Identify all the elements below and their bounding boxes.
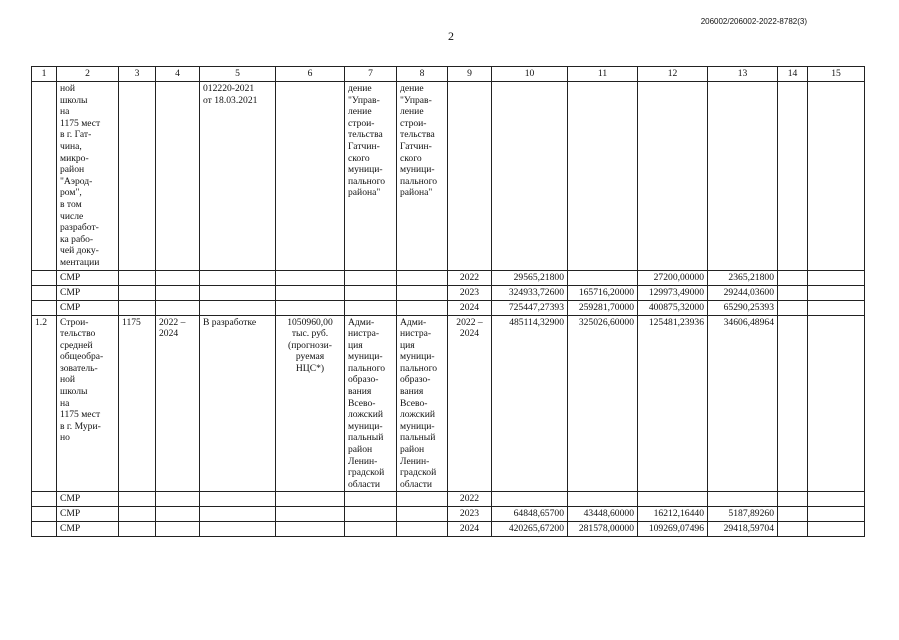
cell-regional: 109269,07496 bbox=[638, 522, 708, 537]
header-cell: 5 bbox=[200, 67, 276, 82]
cell-item-number bbox=[32, 270, 57, 285]
cell-federal: 259281,70000 bbox=[568, 300, 638, 315]
cell-total bbox=[492, 82, 568, 271]
cell-customer: дение "Управ- ление строи- тельства Гатчин- ского муници- пального района" bbox=[345, 82, 397, 271]
cell-regional: 400875,32000 bbox=[638, 300, 708, 315]
cell-col15 bbox=[808, 82, 865, 271]
cell-developer bbox=[397, 507, 448, 522]
cell-design-status bbox=[200, 285, 276, 300]
cell-col14 bbox=[778, 285, 808, 300]
table-row bbox=[32, 270, 865, 285]
cell-year bbox=[448, 82, 492, 271]
header-cell: 9 bbox=[448, 67, 492, 82]
cell-period bbox=[156, 492, 200, 507]
cell-capacity: 1175 bbox=[119, 315, 156, 492]
cell-col14 bbox=[778, 492, 808, 507]
cell-total: 29565,21800 bbox=[492, 270, 568, 285]
cell-total: 324933,72600 bbox=[492, 285, 568, 300]
cell-total: 485114,32900 bbox=[492, 315, 568, 492]
cell-local: 5187,89260 bbox=[708, 507, 778, 522]
cell-period bbox=[156, 82, 200, 271]
cell-design-status bbox=[200, 492, 276, 507]
cell-developer bbox=[397, 270, 448, 285]
table-row bbox=[32, 285, 865, 300]
table-row bbox=[32, 315, 865, 492]
header-cell: 4 bbox=[156, 67, 200, 82]
cell-estimated-cost bbox=[276, 522, 345, 537]
cell-capacity bbox=[119, 270, 156, 285]
cell-regional: 27200,00000 bbox=[638, 270, 708, 285]
cell-customer bbox=[345, 492, 397, 507]
cell-federal bbox=[568, 82, 638, 271]
cell-col15 bbox=[808, 270, 865, 285]
header-cell: 8 bbox=[397, 67, 448, 82]
cell-year: 2024 bbox=[448, 522, 492, 537]
cell-local: 34606,48964 bbox=[708, 315, 778, 492]
cell-design-status: В разработке bbox=[200, 315, 276, 492]
cell-capacity bbox=[119, 82, 156, 271]
header-cell: 6 bbox=[276, 67, 345, 82]
cell-developer bbox=[397, 300, 448, 315]
cell-year: 2022 – 2024 bbox=[448, 315, 492, 492]
cell-year: 2024 bbox=[448, 300, 492, 315]
cell-estimated-cost bbox=[276, 507, 345, 522]
cell-federal: 165716,20000 bbox=[568, 285, 638, 300]
cell-local bbox=[708, 492, 778, 507]
cell-design-status: 012220-2021 от 18.03.2021 bbox=[200, 82, 276, 271]
cell-col14 bbox=[778, 315, 808, 492]
table-row bbox=[32, 82, 865, 271]
table-row bbox=[32, 300, 865, 315]
cell-developer: Адми- нистра- ция муници- пального образо- вания Всево- ложский муници- пальный район Ленин- градской области bbox=[397, 315, 448, 492]
cell-col14 bbox=[778, 82, 808, 271]
cell-regional: 125481,23936 bbox=[638, 315, 708, 492]
cell-capacity bbox=[119, 492, 156, 507]
cell-item-number bbox=[32, 507, 57, 522]
cell-object-name: СМР bbox=[57, 300, 119, 315]
cell-estimated-cost bbox=[276, 82, 345, 271]
cell-col14 bbox=[778, 507, 808, 522]
cell-year: 2023 bbox=[448, 507, 492, 522]
cell-item-number bbox=[32, 300, 57, 315]
cell-developer: дение "Управ- ление строи- тельства Гатчин- ского муници- пального района" bbox=[397, 82, 448, 271]
cell-estimated-cost bbox=[276, 492, 345, 507]
cell-item-number bbox=[32, 82, 57, 271]
header-cell: 10 bbox=[492, 67, 568, 82]
cell-total: 725447,27393 bbox=[492, 300, 568, 315]
cell-col15 bbox=[808, 285, 865, 300]
cell-federal: 325026,60000 bbox=[568, 315, 638, 492]
cell-object-name: СМР bbox=[57, 492, 119, 507]
cell-developer bbox=[397, 285, 448, 300]
cell-local: 29244,03600 bbox=[708, 285, 778, 300]
cell-item-number bbox=[32, 522, 57, 537]
header-cell: 12 bbox=[638, 67, 708, 82]
cell-local: 29418,59704 bbox=[708, 522, 778, 537]
header-cell: 15 bbox=[808, 67, 865, 82]
cell-capacity bbox=[119, 300, 156, 315]
cell-year: 2022 bbox=[448, 492, 492, 507]
cell-regional: 129973,49000 bbox=[638, 285, 708, 300]
cell-col14 bbox=[778, 270, 808, 285]
cell-design-status bbox=[200, 270, 276, 285]
cell-object-name: ной школы на 1175 мест в г. Гат- чина, микро- район "Аэрод- ром", в том числе разработ- ка рабо- чей доку- ментации bbox=[57, 82, 119, 271]
cell-customer bbox=[345, 285, 397, 300]
cell-developer bbox=[397, 492, 448, 507]
table-row bbox=[32, 492, 865, 507]
cell-period bbox=[156, 507, 200, 522]
cell-col15 bbox=[808, 492, 865, 507]
cell-design-status bbox=[200, 507, 276, 522]
cell-capacity bbox=[119, 507, 156, 522]
cell-federal bbox=[568, 492, 638, 507]
cell-design-status bbox=[200, 300, 276, 315]
cell-estimated-cost bbox=[276, 270, 345, 285]
cell-year: 2022 bbox=[448, 270, 492, 285]
cell-period bbox=[156, 285, 200, 300]
cell-period: 2022 – 2024 bbox=[156, 315, 200, 492]
cell-object-name: Строи- тельство средней общеобра- зователь- ной школы на 1175 мест в г. Мури- но bbox=[57, 315, 119, 492]
cell-total: 420265,67200 bbox=[492, 522, 568, 537]
header-cell: 11 bbox=[568, 67, 638, 82]
table-row bbox=[32, 507, 865, 522]
cell-period bbox=[156, 270, 200, 285]
cell-col14 bbox=[778, 300, 808, 315]
cell-total bbox=[492, 492, 568, 507]
cell-period bbox=[156, 300, 200, 315]
cell-federal: 43448,60000 bbox=[568, 507, 638, 522]
cell-federal bbox=[568, 270, 638, 285]
header-cell: 2 bbox=[57, 67, 119, 82]
cell-estimated-cost bbox=[276, 300, 345, 315]
cell-customer bbox=[345, 270, 397, 285]
cell-total: 64848,65700 bbox=[492, 507, 568, 522]
cell-col15 bbox=[808, 315, 865, 492]
cell-col15 bbox=[808, 300, 865, 315]
page-number: 2 bbox=[448, 29, 454, 43]
cell-item-number: 1.2 bbox=[32, 315, 57, 492]
cell-local: 65290,25393 bbox=[708, 300, 778, 315]
header-cell: 1 bbox=[32, 67, 57, 82]
document-number: 206002/206002-2022-8782(3) bbox=[700, 17, 807, 26]
cell-customer bbox=[345, 522, 397, 537]
cell-item-number bbox=[32, 285, 57, 300]
cell-col15 bbox=[808, 507, 865, 522]
header-cell: 13 bbox=[708, 67, 778, 82]
cell-customer bbox=[345, 507, 397, 522]
cell-object-name: СМР bbox=[57, 285, 119, 300]
column-number-header bbox=[32, 67, 865, 82]
cell-col14 bbox=[778, 522, 808, 537]
cell-customer: Адми- нистра- ция муници- пального образо- вания Всево- ложский муници- пальный район Ленин- градской области bbox=[345, 315, 397, 492]
cell-design-status bbox=[200, 522, 276, 537]
cell-federal: 281578,00000 bbox=[568, 522, 638, 537]
cell-col15 bbox=[808, 522, 865, 537]
cell-capacity bbox=[119, 285, 156, 300]
cell-regional bbox=[638, 82, 708, 271]
cell-capacity bbox=[119, 522, 156, 537]
header-cell: 14 bbox=[778, 67, 808, 82]
cell-estimated-cost: 1050960,00 тыс. руб. (прогнози- руемая НЦС*) bbox=[276, 315, 345, 492]
cell-local: 2365,21800 bbox=[708, 270, 778, 285]
cell-customer bbox=[345, 300, 397, 315]
cell-regional bbox=[638, 492, 708, 507]
cell-local bbox=[708, 82, 778, 271]
data-table bbox=[31, 66, 865, 537]
cell-period bbox=[156, 522, 200, 537]
cell-object-name: СМР bbox=[57, 522, 119, 537]
cell-developer bbox=[397, 522, 448, 537]
cell-item-number bbox=[32, 492, 57, 507]
cell-year: 2023 bbox=[448, 285, 492, 300]
cell-object-name: СМР bbox=[57, 270, 119, 285]
cell-estimated-cost bbox=[276, 285, 345, 300]
table-row bbox=[32, 522, 865, 537]
cell-regional: 16212,16440 bbox=[638, 507, 708, 522]
header-cell: 3 bbox=[119, 67, 156, 82]
header-cell: 7 bbox=[345, 67, 397, 82]
cell-object-name: СМР bbox=[57, 507, 119, 522]
